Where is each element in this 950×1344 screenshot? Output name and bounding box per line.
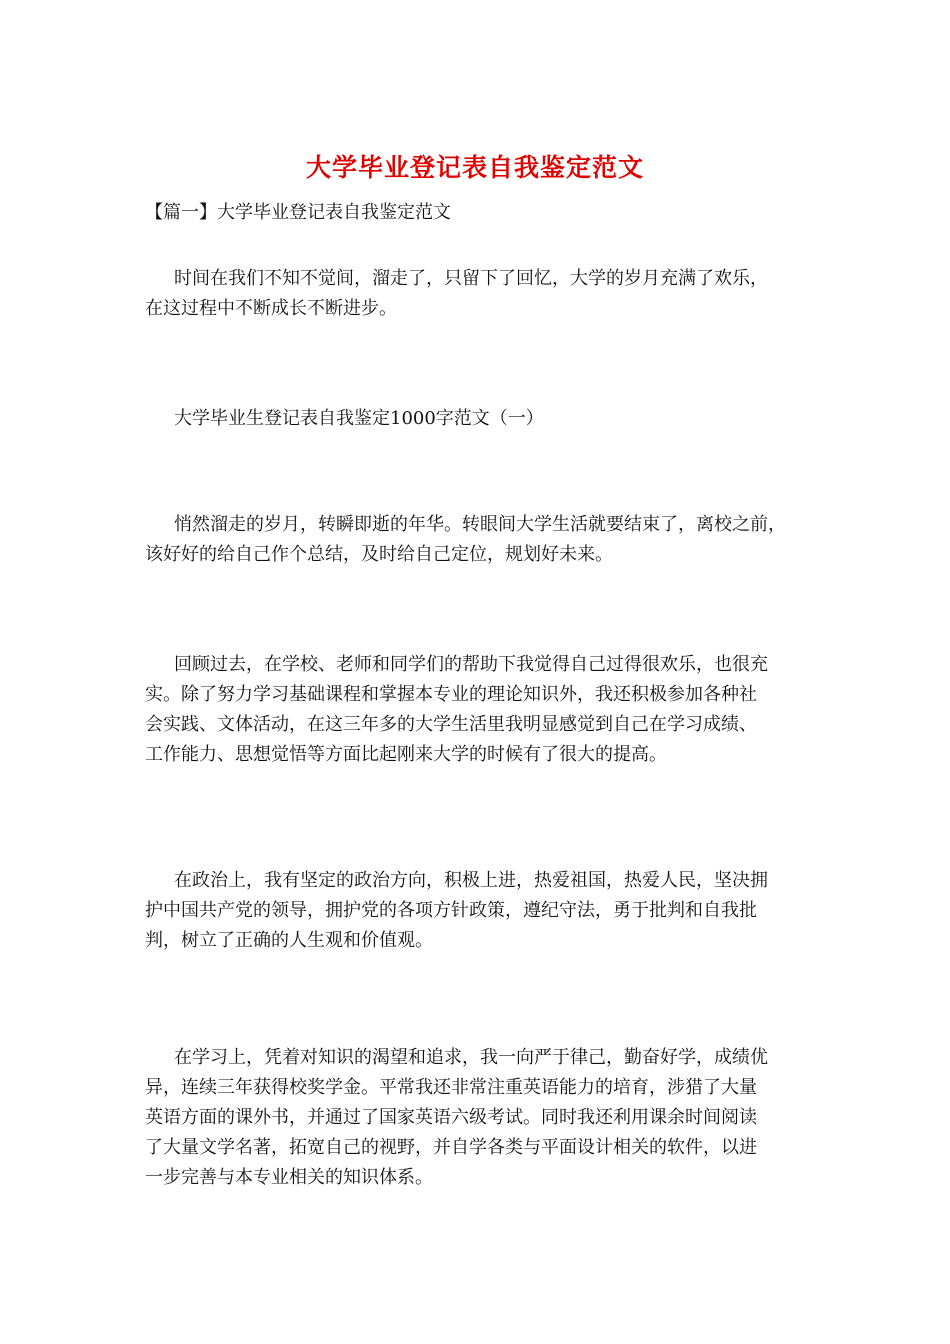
paragraph-line: 判，树立了正确的人生观和价值观。 [145, 930, 433, 951]
paragraph-line: 悄然溜走的岁月，转瞬即逝的年华。转眼间大学生活就要结束了，离校之前， [174, 514, 786, 535]
paragraph-opening [145, 510, 815, 570]
paragraph-line: 该好好的给自己作个总结，及时给自己定位，规划好未来。 [145, 544, 613, 565]
paragraph-study [145, 1043, 815, 1193]
paragraph-line: 回顾过去，在学校、老师和同学们的帮助下我觉得自己过得很欢乐，也很充 [174, 654, 768, 675]
paragraph-line: 大学毕业生登记表自我鉴定1000字范文（一） [174, 408, 544, 429]
document-title: 大学毕业登记表自我鉴定范文 [305, 153, 644, 182]
paragraph-politics [145, 866, 815, 956]
paragraph-line: 一步完善与本专业相关的知识体系。 [145, 1167, 433, 1188]
paragraph-line: 在政治上，我有坚定的政治方向，积极上进，热爱祖国，热爱人民，坚决拥 [174, 870, 768, 891]
paragraph-line: 在学习上，凭着对知识的渴望和追求，我一向严于律己，勤奋好学，成绩优 [174, 1047, 768, 1068]
paragraph-line: 英语方面的课外书，并通过了国家英语六级考试。同时我还利用课余时间阅读 [145, 1107, 757, 1128]
paragraph-subheading [145, 404, 815, 434]
section-heading: 【篇一】大学毕业登记表自我鉴定范文 [145, 202, 451, 223]
paragraph-line: 工作能力、思想觉悟等方面比起刚来大学的时候有了很大的提高。 [145, 744, 667, 765]
paragraph-line: 异，连续三年获得校奖学金。平常我还非常注重英语能力的培育，涉猎了大量 [145, 1077, 757, 1098]
paragraph-line: 实。除了努力学习基础课程和掌握本专业的理论知识外，我还积极参加各种社 [145, 684, 757, 705]
paragraph-intro [145, 264, 815, 324]
paragraph-line: 在这过程中不断成长不断进步。 [145, 298, 397, 319]
paragraph-review [145, 650, 815, 770]
paragraph-line: 了大量文学名著，拓宽自己的视野，并自学各类与平面设计相关的软件，以进 [145, 1137, 757, 1158]
paragraph-line: 会实践、文体活动，在这三年多的大学生活里我明显感觉到自己在学习成绩、 [145, 714, 757, 735]
paragraph-line: 时间在我们不知不觉间，溜走了，只留下了回忆，大学的岁月充满了欢乐， [174, 268, 768, 289]
paragraph-line: 护中国共产党的领导，拥护党的各项方针政策，遵纪守法，勇于批判和自我批 [145, 900, 757, 921]
